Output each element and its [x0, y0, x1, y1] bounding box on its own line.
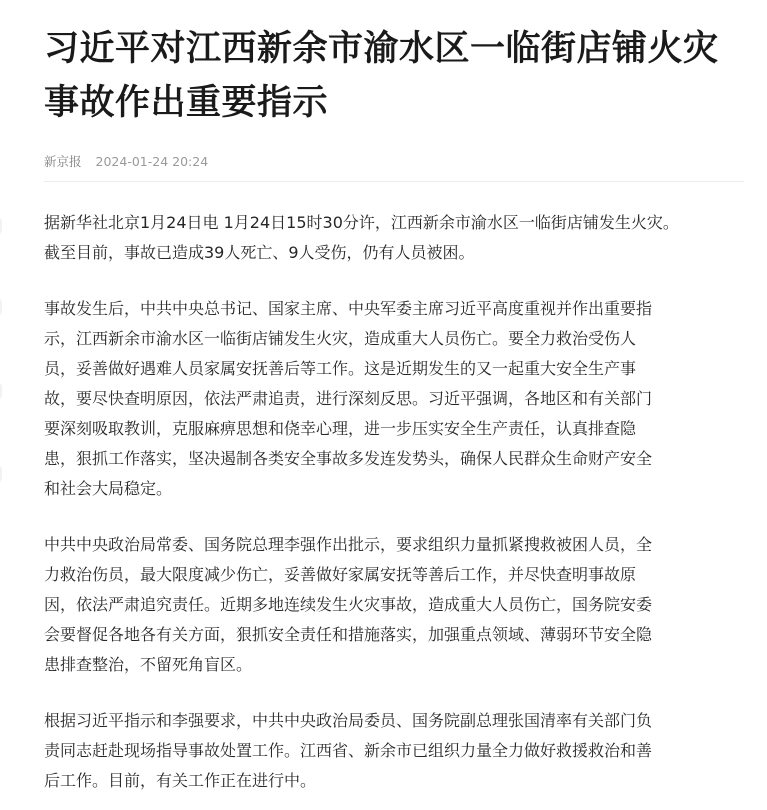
article-paragraph: 事故发生后，中共中央总书记、国家主席、中央军委主席习近平高度重视并作出重要指 示，江西新余市渝水区一临街店铺发生火灾，造成重大人员伤亡。要全力救治受伤人 员，妥善做好遇难人员家属安抚善后等工作。这是近期发生的又一起重大安全生产事 故，要尽快查明原因，依法严肃追责，进行深刻反思。习近平强调，各地区和有关部门 要深刻吸取教训，克服麻痹思想和侥幸心理，进一步压实安全生产责任，认真排查隐 患，狠抓工作落实，坚决遏制各类安全事故多发连发势头，确保人民群众生命财产安全 和社会大局稳定。	[44, 299, 653, 498]
edge-tab-1	[0, 215, 2, 237]
article-paragraph: 根据习近平指示和李强要求，中共中央政治局委员、国务院副总理张国清率有关部门负 责同志赶赴现场指导事故处置工作。江西省、新余市已组织力量全力做好救援救治和善 后工作。目前，有关工作正在进行中。	[44, 711, 653, 790]
article-source[interactable]: 新京报	[44, 154, 82, 169]
article-paragraph: 中共中央政治局常委、国务院总理李强作出批示，要求组织力量抓紧搜救被困人员，全 力救治伤员，最大限度减少伤亡，妥善做好家属安抚等善后工作，并尽快查明事故原 因，依法严肃追究责任。近期多地连续发生火灾事故，造成重大人员伤亡，国务院安委 会要督促各地各有关方面，狠抓安全责任和措施落实，加强重点领域、薄弱环节安全隐 患排查整治，不留死角盲区。	[44, 535, 653, 674]
article	[44, 22, 744, 796]
article-paragraph: 据新华社北京1月24日电 1月24日15时30分许，江西新余市渝水区一临街店铺发生火灾。 截至目前，事故已造成39人死亡、9人受伤，仍有人员被困。	[44, 213, 679, 262]
article-meta	[44, 152, 744, 172]
meta-divider	[44, 181, 744, 182]
article-date: 2024-01-24 20:24	[95, 154, 209, 169]
edge-tab-2	[0, 296, 2, 318]
article-title: 习近平对江西新余市渝水区一临街店铺火灾 事故作出重要指示	[44, 29, 719, 123]
edge-tab-3	[0, 380, 2, 402]
edge-tab-4	[0, 463, 2, 485]
article-body	[44, 208, 744, 796]
